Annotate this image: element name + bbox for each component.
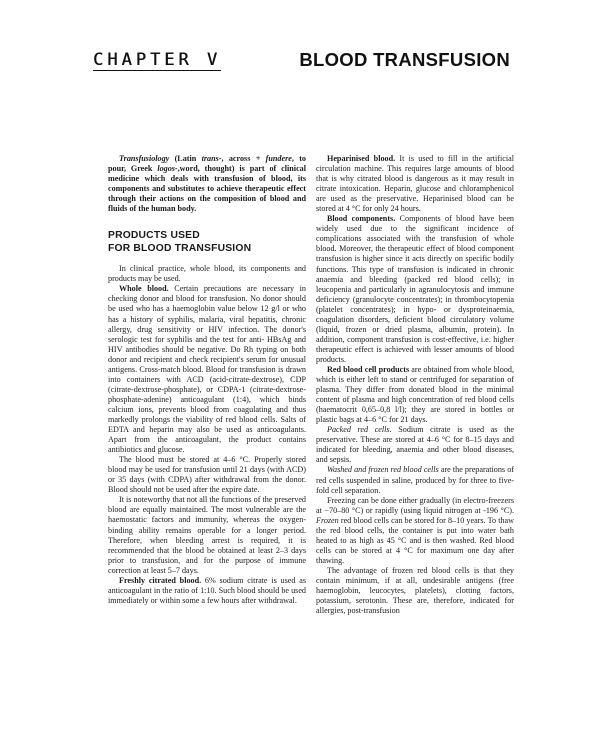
freezing-text-1: Freezing can be done either gradually (in electro-freezers at −70–80 °C) or rapidly (using liquid nitrogen at -196 °C). [316, 495, 514, 515]
intro-text-2: , across + [221, 154, 266, 163]
paragraph-frozen-advantage: The advantage of frozen red blood cells is that they contain minimum, if at all, undesirable antigens (free haemoglobin, leucocytes, platelets), clotting factors, potassium, serotonin. These are, therefore, indicated for allergies, post-transfusion [316, 565, 514, 616]
whole-blood-text: Certain precautions are necessary in checking donor and blood for transfusion. No donor should be used who has a haemoglobin value below 12 g/l or who has a history of syphilis, malaria, viral hepatitis, chronic allergy, drug sensitivity or HIV infection. The donor's serologic test for syphilis and the test for anti- HBsAg and HIV antibodies should be negative. Do Rh typing on both donor and recipient and check recipient's serum for unusual antigens. Cross-match blood. Blood for transfusion is drawn into containers with ACD (acid-citrate-dextrose), CDP (citrate-dextrose-phosphate), or CDPA-1 (citrate-dextrose-phosphate-adenine) anticoagulant (1:4), which binds calcium ions, prevents blood from coagulating and thus markedly prolongs the viability of red blood cells. Salts of EDTA and heparin may also be used as anticoagulants. Apart from the anticoagulant, the product contains antibiotics and glucose. [108, 284, 306, 455]
packed-red-cells-lead: Packed red cells. [327, 425, 392, 435]
heparinised-lead: Heparinised blood. [327, 154, 396, 163]
washed-frozen-lead: Washed and frozen red blood cells [327, 465, 439, 475]
intro-text-4: ,word, thought) is part of clinical medicine which deals with transfusion of blood, its components and substitutes to achieve therapeutic effect through their actions on the composition of blood and fluids of the human body. [108, 164, 306, 214]
paragraph-freshly-citrated [108, 576, 306, 606]
paragraph-washed-frozen [316, 465, 514, 495]
chapter-label: CHAPTER V [93, 50, 222, 70]
intro-latin-2: fundere [265, 154, 292, 163]
paragraph-clinical-practice: In clinical practice, whole blood, its components and products may be used. [108, 264, 306, 284]
blood-components-lead: Blood components. [327, 214, 396, 224]
freezing-text-2: red blood cells can be stored for 8–10 years. To thaw the red blood cells, the container is put into water bath heated to as high as 45 °C and is then washed. Red blood cells can be stored at 4 °C for maximum one day after thawing. [316, 515, 514, 565]
paragraph-heparinised [316, 154, 514, 214]
paragraph-preserved-functions: It is noteworthy that not all the functions of the preserved blood are equally maintained. The most vulnerable are the haemostatic factors and immunity, whereas the oxygen-binding ability remains operable for a longer period. Therefore, when bleeding arrest is required, it is recommended that the blood be obtained at least 2–3 days prior to transfusion, and for the purpose of immune correction at least 5–7 days. [108, 495, 306, 575]
paragraph-whole-blood [108, 284, 306, 455]
intro-text-1: (Latin [169, 154, 202, 163]
left-column [108, 154, 306, 606]
paragraph-packed-red-cells [316, 425, 514, 465]
heparinised-text: It is used to fill in the artificial circulation machine. This requires large amounts of blood that is why citrated blood is dangerous as it may result in citrate intoxication. Heparin, glucose and chloramphenicol are used as the preservative. Heparinised blood can be stored at 4 °C for only 24 hours. [316, 154, 514, 214]
paragraph-storage: The blood must be stored at 4–6 °C. Properly stored blood may be used for transfusion until 21 days (with ACD) or 35 days (with CDPA) after withdrawal from the donor. Blood should not be used after the expire date. [108, 455, 306, 495]
right-column [316, 154, 514, 616]
red-cell-products-text: are obtained from whole blood, which is either left to stand or centrifuged for separation of plasma. They differ from donated blood in the minimal content of plasma and high concentration of red blood cells (haematocrit 0,65–0,8 l/l); they are stored in bottles or plastic bags at 4–6 °C for 21 days. [316, 364, 514, 425]
paragraph-blood-components [316, 214, 514, 365]
chapter-title: BLOOD TRANSFUSION [299, 49, 510, 70]
section-heading-line-1: PRODUCTS USED [108, 230, 200, 242]
intro-latin-1: trans- [201, 154, 222, 163]
intro-text-3: , to pour, Greek [108, 154, 306, 174]
washed-frozen-text: are the preparations of red cells suspended in saline, produced by for three to five-fold cell separation. [316, 465, 514, 495]
red-cell-products-lead: Red blood cell products [327, 364, 410, 374]
intro-paragraph [108, 154, 306, 214]
paragraph-red-cell-products [316, 365, 514, 425]
section-heading [108, 230, 306, 255]
section-heading-line-2: FOR BLOOD TRANSFUSION [108, 242, 252, 254]
paragraph-freezing [316, 496, 514, 566]
frozen-term: Frozen [316, 515, 339, 525]
freshly-citrated-text: 6% sodium citrate is used as anticoagulant in the ratio of 1:10. Such blood should be used immediately or within some a few hours after withdrawal. [108, 575, 306, 605]
intro-term: Transfusiology [119, 154, 170, 163]
freshly-citrated-lead: Freshly citrated blood. [119, 575, 202, 585]
whole-blood-lead: Whole blood. [119, 284, 169, 294]
packed-red-cells-text: Sodium citrate is used as the preservative. These are stored at 4–6 °C for 8–15 days and indicated for bleeding, anaemia and other blood diseases, and sepsis. [316, 425, 514, 465]
intro-greek: logos- [157, 164, 178, 174]
blood-components-text: Components of blood have been widely used due to the significant incidence of complications associated with the transfusion of whole blood. Moreover, the therapeutic effect of blood component transfusion is higher since it acts directly on specific bodily functions. This type of transfusion is indicated in chronic anaemia and bleeding (packed red blood cells); in leucopenia and particularly in agranulocytosis and immune deficiency (granulocyte concentrates); in thrombocytopenia (platelet concentrates); in hypo- or dysproteinaemia, coagulation disorders, deficient blood circulatory volume (liquid, frozen or dried plasma, albumin, protein). In addition, component transfusion is cost-effective, i.e. higher therapeutic effect is achieved with lesser amounts of blood products. [316, 214, 514, 364]
